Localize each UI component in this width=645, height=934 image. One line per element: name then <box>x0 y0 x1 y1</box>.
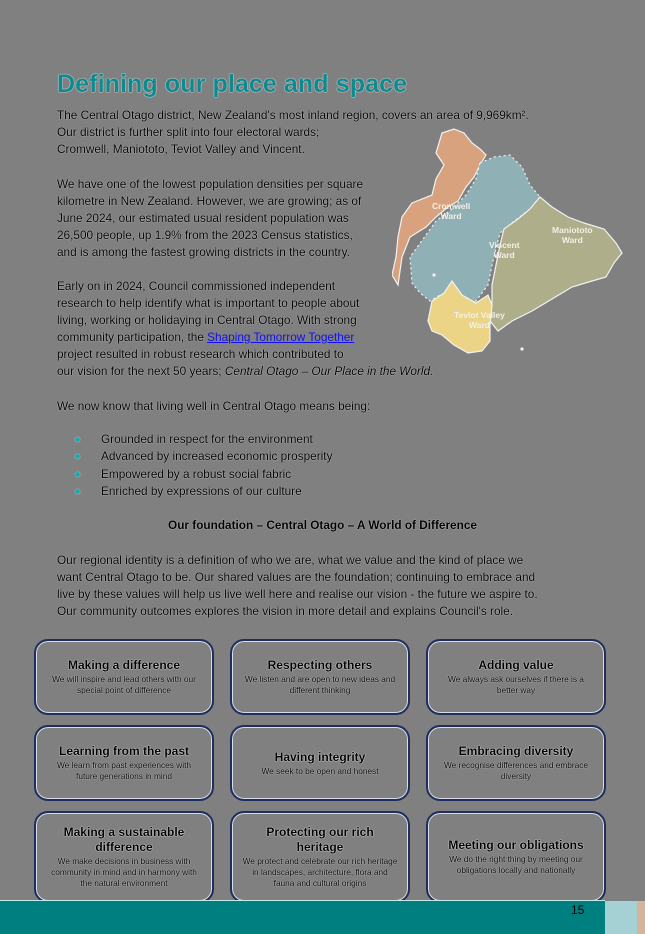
research-line: living, working or holidaying in Central Otago. With strong <box>57 313 357 327</box>
value-description: We will inspire and lead others with our special point of difference <box>52 674 196 695</box>
intro-line: The Central Otago district, New Zealand's most inland region, covers an area of 9,969km². <box>57 108 529 122</box>
value-description: We protect and celebrate our rich heritage in landscapes, architecture, flora and fauna and cultural origins <box>242 856 398 888</box>
value-title: Learning from the past <box>58 744 189 758</box>
shaping-tomorrow-together-link[interactable]: Shaping Tomorrow Together <box>207 330 355 344</box>
value-card-learning-from-the-past <box>34 725 214 801</box>
footer-accent-peach <box>637 901 645 934</box>
value-card-meeting-our-obligations <box>426 811 606 903</box>
value-card-protecting-our-rich-heritage <box>230 811 410 903</box>
identity-line: live by these values will help us live well here and realise our vision - the future we aspire to. <box>57 587 538 601</box>
value-card-making-a-sustainable-difference <box>34 811 214 903</box>
footer-accent-light <box>605 901 637 934</box>
identity-line: Our community outcomes explores the vision in more detail and explains Council's role. <box>57 604 513 618</box>
maniototo-ward-label: Maniototo Ward <box>552 225 593 245</box>
research-line: Early on in 2024, Council commissioned independent <box>57 279 336 293</box>
identity-paragraph <box>57 552 538 620</box>
research-line: project resulted in robust research which contributed to <box>57 347 344 361</box>
population-line: and is among the fastest growing districts in the country. <box>57 245 350 259</box>
list-item: Empowered by a robust social fabric <box>72 466 332 483</box>
intro-line: Our district is further split into four electoral wards; <box>57 125 320 139</box>
value-title: Embracing diversity <box>458 744 574 758</box>
ward-map <box>392 125 627 355</box>
population-paragraph <box>57 176 363 261</box>
value-title: Protecting our rich heritage <box>266 825 374 854</box>
value-card-adding-value <box>426 639 606 715</box>
population-line: kilometre in New Zealand. However, we are growing; as of <box>57 194 362 208</box>
bullet-icon <box>75 472 80 477</box>
cromwell-ward-label: Cromwell Ward <box>432 201 471 221</box>
identity-line: Our regional identity is a definition of who we are, what we value and the kind of place we <box>57 553 524 567</box>
population-line: 26,500 people, up 1.9% from the 2023 Census statistics, <box>57 228 353 242</box>
value-description: We recognise differences and embrace diversity <box>443 760 589 781</box>
identity-line: want Central Otago to be. Our shared values are the foundation; continuing to embrace and <box>57 570 536 584</box>
value-title: Making a difference <box>67 658 181 672</box>
value-description: We do the right thing by meeting our obligations locally and nationally <box>449 854 583 875</box>
teviot-valley-ward-label: Teviot Valley Ward <box>454 310 505 330</box>
values-grid <box>34 639 606 903</box>
map-marker-dot <box>520 347 523 350</box>
bullet-icon <box>75 437 80 442</box>
research-line: community participation, the <box>57 330 208 344</box>
list-item: Advanced by increased economic prosperity <box>72 448 332 465</box>
value-title: Having integrity <box>274 749 366 764</box>
population-line: We have one of the lowest population densities per square <box>57 177 364 191</box>
value-title: Respecting others <box>267 658 373 672</box>
value-title: Adding value <box>478 658 554 672</box>
list-item: Grounded in respect for the environment <box>72 431 332 448</box>
value-card-having-integrity <box>230 725 410 801</box>
vision-statement: Central Otago – Our Place in the World. <box>224 364 434 378</box>
bullet-icon <box>75 454 80 459</box>
value-card-embracing-diversity <box>426 725 606 801</box>
page-title: Defining our place and space <box>57 70 408 98</box>
vincent-ward-label: Vincent Ward <box>489 240 520 260</box>
value-card-respecting-others <box>230 639 410 715</box>
list-item: Enriched by expressions of our culture <box>72 483 332 500</box>
foundation-heading: Our foundation – Central Otago – A World of Difference <box>168 518 477 532</box>
population-line: June 2024, our estimated usual resident population was <box>57 211 349 225</box>
value-card-making-a-difference <box>34 639 214 715</box>
value-description: We learn from past experiences with future generations in mind <box>56 760 192 781</box>
value-description: We seek to be open and honest <box>261 765 379 776</box>
research-line: research to help identify what is important to people about <box>57 296 360 310</box>
living-well-list <box>72 431 332 500</box>
value-description: We make decisions in business with community in mind and in harmony with the natural environment <box>51 856 197 888</box>
value-title: Making a sustainable difference <box>63 825 185 854</box>
bullet-icon <box>75 489 80 494</box>
page-number: 15 <box>571 903 585 917</box>
footer-band <box>0 901 645 934</box>
living-well-intro: We now know that living well in Central Otago means being: <box>57 399 371 413</box>
research-line: our vision for the next 50 years; <box>57 364 225 378</box>
value-title: Meeting our obligations <box>448 838 584 852</box>
research-paragraph <box>57 278 433 380</box>
value-description: We listen and are open to new ideas and different thinking <box>244 674 396 695</box>
intro-line: Cromwell, Maniototo, Teviot Valley and Vincent. <box>57 142 305 156</box>
map-marker-dot <box>432 273 435 276</box>
value-description: We always ask ourselves if there is a better way <box>448 674 584 695</box>
